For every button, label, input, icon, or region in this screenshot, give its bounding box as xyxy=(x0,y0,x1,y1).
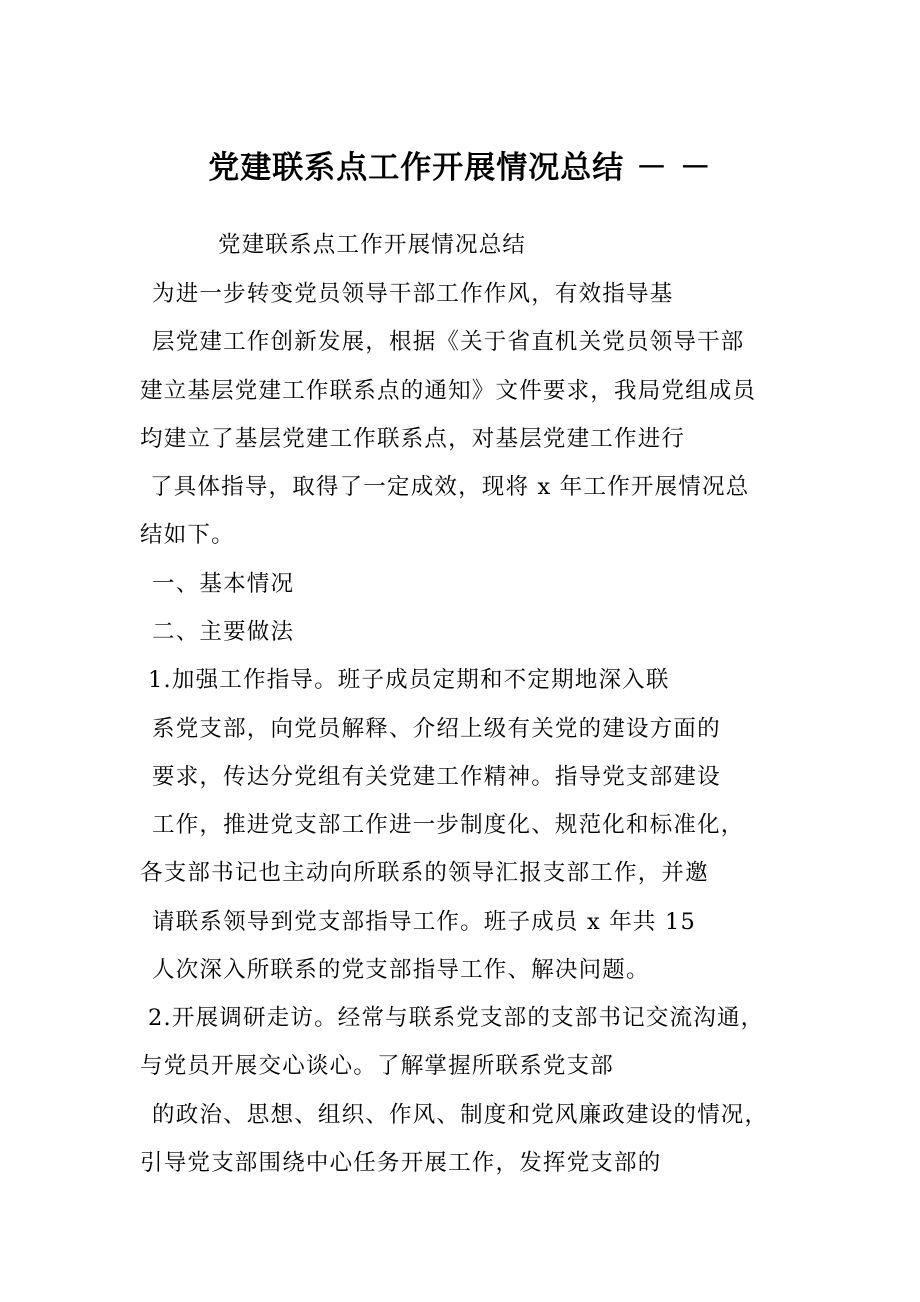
paragraph-line: 与党员开展交心谈心。了解掌握所联系党支部 xyxy=(140,1053,615,1079)
paragraph-line: 结如下。 xyxy=(140,522,235,548)
section-heading: 一、基本情况 xyxy=(152,571,295,597)
paragraph-line: 各支部书记也主动向所联系的领导汇报支部工作，并邀 xyxy=(140,860,709,886)
paragraph-line: 人次深入所联系的党支部指导工作、解决问题。 xyxy=(152,957,650,983)
paragraph-line: 请联系领导到党支部指导工作。班子成员 x 年共 15 xyxy=(152,909,696,935)
document-title: 党建联系点工作开展情况总结 － － xyxy=(208,150,712,186)
paragraph-line: 2.开展调研走访。经常与联系党支部的支部书记交流沟通， xyxy=(148,1005,765,1031)
section-heading: 二、主要做法 xyxy=(152,619,295,645)
paragraph-line: 的政治、思想、组织、作风、制度和党风廉政建设的情况， xyxy=(152,1102,769,1128)
paragraph-line: 层党建工作创新发展，根据《关于省直机关党员领导干部 xyxy=(152,329,745,355)
paragraph-line: 了具体指导，取得了一定成效，现将 x 年工作开展情况总 xyxy=(150,474,750,500)
paragraph-line: 要求，传达分党组有关党建工作精神。指导党支部建设 xyxy=(152,764,721,790)
paragraph-line: 引导党支部围绕中心任务开展工作，发挥党支部的 xyxy=(140,1150,662,1176)
subtitle-line: 党建联系点工作开展情况总结 xyxy=(218,232,527,258)
paragraph-line: 建立基层党建工作联系点的通知》文件要求，我局党组成员 xyxy=(140,378,757,404)
paragraph-line: 均建立了基层党建工作联系点，对基层党建工作进行 xyxy=(140,426,686,452)
paragraph-line: 为进一步转变党员领导干部工作作风，有效指导基 xyxy=(152,281,674,307)
paragraph-line: 工作，推进党支部工作进一步制度化、规范化和标准化， xyxy=(152,812,745,838)
paragraph-line: 1.加强工作指导。班子成员定期和不定期地深入联 xyxy=(148,667,670,693)
paragraph-line: 系党支部，向党员解释、介绍上级有关党的建设方面的 xyxy=(152,716,721,742)
